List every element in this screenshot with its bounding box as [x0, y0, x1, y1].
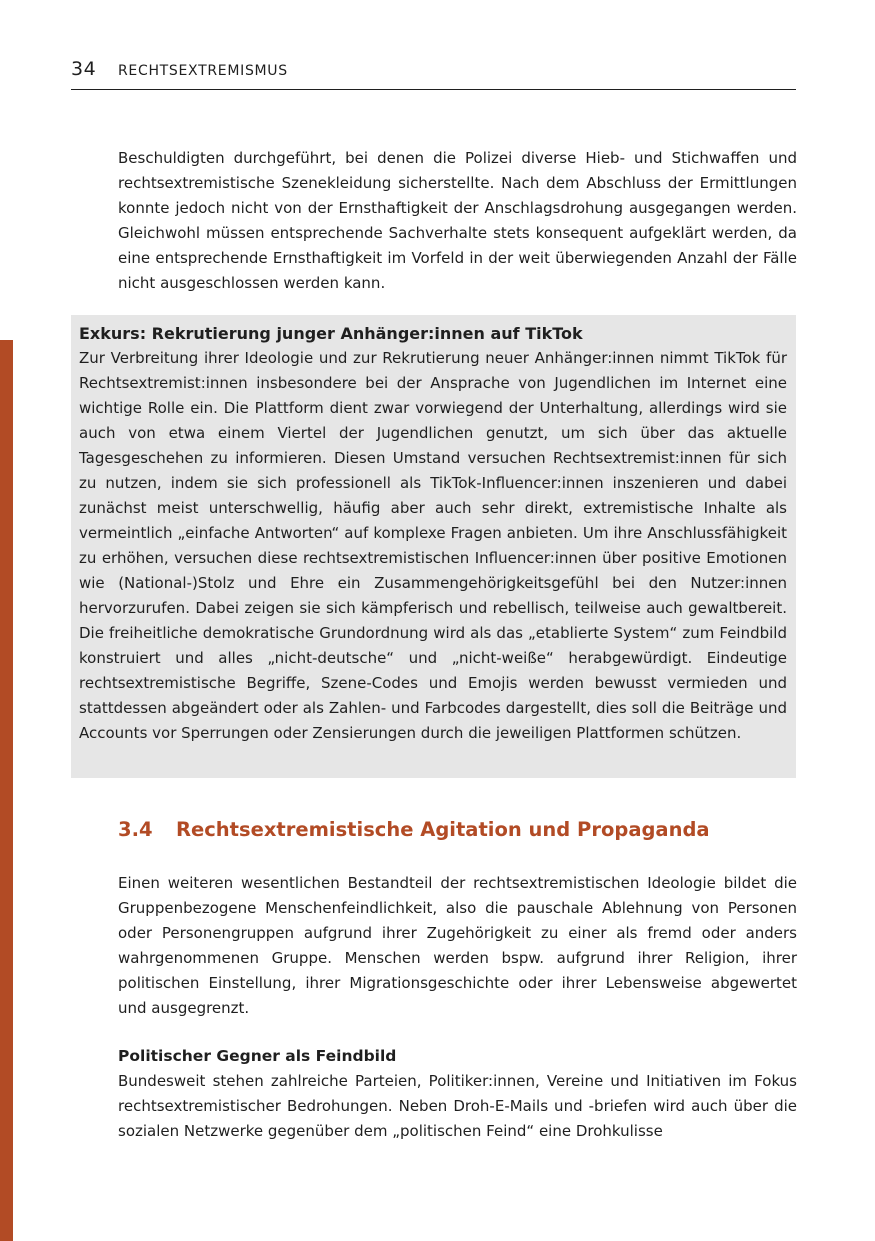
subsection-paragraph: Bundesweit stehen zahlreiche Parteien, Politiker:innen, Vereine und Initiativen im Fokus rechtsextremistischer Bedrohungen. Neben Droh-E-Mails und -briefen wird auch über die sozialen Netzwerke gegenüber dem „politischen Feind“ eine Drohkulisse	[118, 1072, 797, 1140]
intro-paragraph-block	[118, 146, 797, 296]
chapter-side-bar	[0, 340, 13, 1241]
excursus-box	[71, 315, 796, 778]
excursus-body: Zur Verbreitung ihrer Ideologie und zur Rekrutierung neuer Anhänger:innen nimmt TikTok für Rechtsextremist:innen insbesondere bei der Ansprache von Jugendlichen im Internet eine wichtige Rolle ein. Die Plattform dient zwar vorwiegend der Unterhaltung, allerdings wird sie auch von etwa einem Viertel der Jugendlichen genutzt, um sich über das aktuelle Tagesgeschehen zu informieren. Diesen Umstand versuchen Rechtsextremist:innen für sich zu nutzen, indem sie sich professionell als TikTok-Influencer:innen inszenieren und dabei zunächst meist unterschwellig, häufig aber auch sehr direkt, extremistische Inhalte als vermeintlich „einfache Antworten“ auf komplexe Fragen anbieten. Um ihre Anschlussfähigkeit zu erhöhen, versuchen diese rechtsextremistischen Influencer:innen über positive Emotionen wie (National-)Stolz und Ehre ein Zusammengehörigkeitsgefühl bei den Nutzer:innen hervorzurufen. Dabei zeigen sie sich kämpferisch und rebellisch, teilweise auch gewaltbereit. Die freiheitliche demokratische Grundordnung wird als das „etablierte System“ zum Feindbild konstruiert und alles „nicht-deutsche“ und „nicht-weiße“ herabgewürdigt. Eindeutige rechtsextremistische Begriffe, Szene-Codes und Emojis werden bewusst vermieden und stattdessen abgeändert oder als Zahlen- und Farbcodes dargestellt, dies soll die Beiträge und Accounts vor Sperrungen oder Zensierungen durch die jeweiligen Plattformen schützen.	[79, 349, 787, 742]
section-heading	[118, 815, 797, 845]
section-paragraph: Einen weiteren wesentlichen Bestandteil der rechtsextremistischen Ideologie bildet die Gruppenbezogene Menschenfeindlichkeit, also die pauschale Ablehnung von Personen oder Personengruppen aufgrund ihrer Zugehörigkeit zu einer als fremd oder anders wahrgenommenen Gruppe. Menschen werden bspw. aufgrund ihrer Religion, ihrer politischen Einstellung, ihrer Migrationsgeschichte oder ihrer Lebensweise abgewertet und ausgegrenzt.	[118, 874, 797, 1017]
intro-paragraph: Beschuldigten durchgeführt, bei denen die Polizei diverse Hieb- und Stichwaffen und rechtsextremistische Szenekleidung sicherstellte. Nach dem Abschluss der Ermittlungen konnte jedoch nicht von der Ernsthaftigkeit der Anschlagsdrohung ausgegangen werden. Gleichwohl müssen entsprechende Sachverhalte stets konsequent aufgeklärt werden, da eine entsprechende Ernsthaftigkeit im Vorfeld in der weit überwiegenden Anzahl der Fälle nicht ausgeschlossen werden kann.	[118, 149, 797, 292]
subheading: Politischer Gegner als Feindbild	[118, 1047, 397, 1065]
page-header	[71, 57, 796, 90]
section-number: 3.4	[118, 818, 153, 841]
page-number: 34	[71, 58, 97, 80]
excursus-title: Exkurs: Rekrutierung junger Anhänger:innen auf TikTok	[79, 324, 583, 343]
section-paragraph-block	[118, 871, 797, 1021]
running-title: RECHTSEXTREMISMUS	[118, 63, 288, 79]
subsection-paragraph-block	[118, 1069, 797, 1144]
section-title: Rechtsextremistische Agitation und Propaganda	[176, 818, 710, 841]
